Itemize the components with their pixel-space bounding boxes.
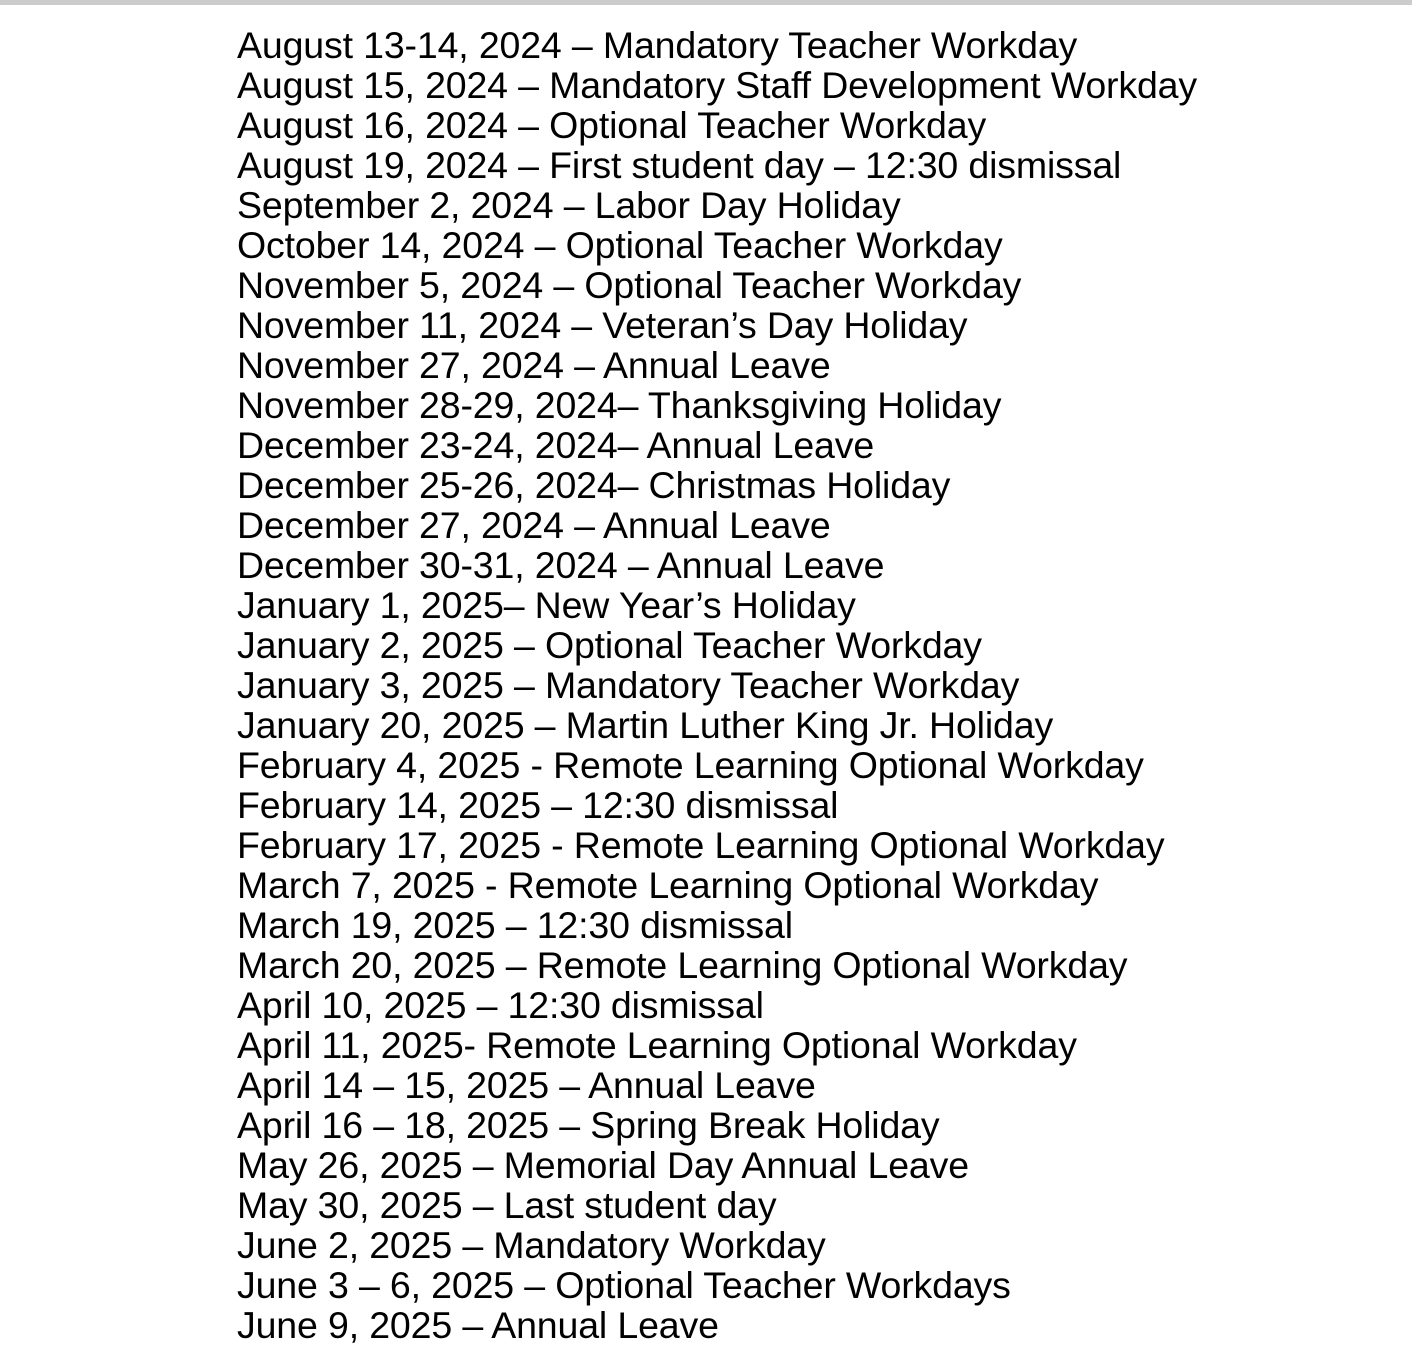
calendar-entry: June 2, 2025 – Mandatory Workday xyxy=(237,1224,826,1266)
calendar-entry: May 26, 2025 – Memorial Day Annual Leave xyxy=(237,1144,969,1186)
calendar-entry: April 14 – 15, 2025 – Annual Leave xyxy=(237,1064,816,1106)
calendar-entry: January 2, 2025 – Optional Teacher Workday xyxy=(237,624,982,666)
calendar-entry: October 14, 2024 – Optional Teacher Workday xyxy=(237,224,1003,266)
calendar-entry: December 23-24, 2024– Annual Leave xyxy=(237,424,875,466)
calendar-entry: January 3, 2025 – Mandatory Teacher Workday xyxy=(237,664,1020,706)
calendar-entry: March 20, 2025 – Remote Learning Optional Workday xyxy=(237,944,1128,986)
calendar-entry: November 27, 2024 – Annual Leave xyxy=(237,344,831,386)
calendar-entry: January 20, 2025 – Martin Luther King Jr. Holiday xyxy=(237,704,1054,746)
calendar-entry: June 3 – 6, 2025 – Optional Teacher Workdays xyxy=(237,1264,1011,1306)
calendar-entry: March 19, 2025 – 12:30 dismissal xyxy=(237,904,793,946)
calendar-entry: November 5, 2024 – Optional Teacher Workday xyxy=(237,264,1022,306)
calendar-dates-list xyxy=(237,25,1387,1345)
calendar-entry: April 10, 2025 – 12:30 dismissal xyxy=(237,984,764,1026)
calendar-entry: November 28-29, 2024– Thanksgiving Holiday xyxy=(237,384,1002,426)
calendar-entry: August 15, 2024 – Mandatory Staff Development Workday xyxy=(237,64,1197,106)
calendar-entry: May 30, 2025 – Last student day xyxy=(237,1184,777,1226)
calendar-entry: January 1, 2025– New Year’s Holiday xyxy=(237,584,856,626)
calendar-entry: December 25-26, 2024– Christmas Holiday xyxy=(237,464,951,506)
calendar-entry: February 4, 2025 - Remote Learning Optional Workday xyxy=(237,744,1144,786)
calendar-entry: December 30-31, 2024 – Annual Leave xyxy=(237,544,885,586)
calendar-entry: August 16, 2024 – Optional Teacher Workday xyxy=(237,104,987,146)
calendar-entry: February 14, 2025 – 12:30 dismissal xyxy=(237,784,839,826)
calendar-entry: April 16 – 18, 2025 – Spring Break Holiday xyxy=(237,1104,940,1146)
top-divider xyxy=(0,0,1412,5)
calendar-entry: August 13-14, 2024 – Mandatory Teacher Workday xyxy=(237,24,1078,66)
calendar-entry: June 9, 2025 – Annual Leave xyxy=(237,1304,719,1346)
calendar-entry: November 11, 2024 – Veteran’s Day Holiday xyxy=(237,304,968,346)
calendar-entry: April 11, 2025- Remote Learning Optional Workday xyxy=(237,1024,1077,1066)
calendar-entry: August 19, 2024 – First student day – 12:30 dismissal xyxy=(237,144,1122,186)
calendar-entry: September 2, 2024 – Labor Day Holiday xyxy=(237,184,901,226)
calendar-entry: December 27, 2024 – Annual Leave xyxy=(237,504,831,546)
calendar-entry: February 17, 2025 - Remote Learning Optional Workday xyxy=(237,824,1165,866)
calendar-entry: March 7, 2025 - Remote Learning Optional Workday xyxy=(237,864,1099,906)
